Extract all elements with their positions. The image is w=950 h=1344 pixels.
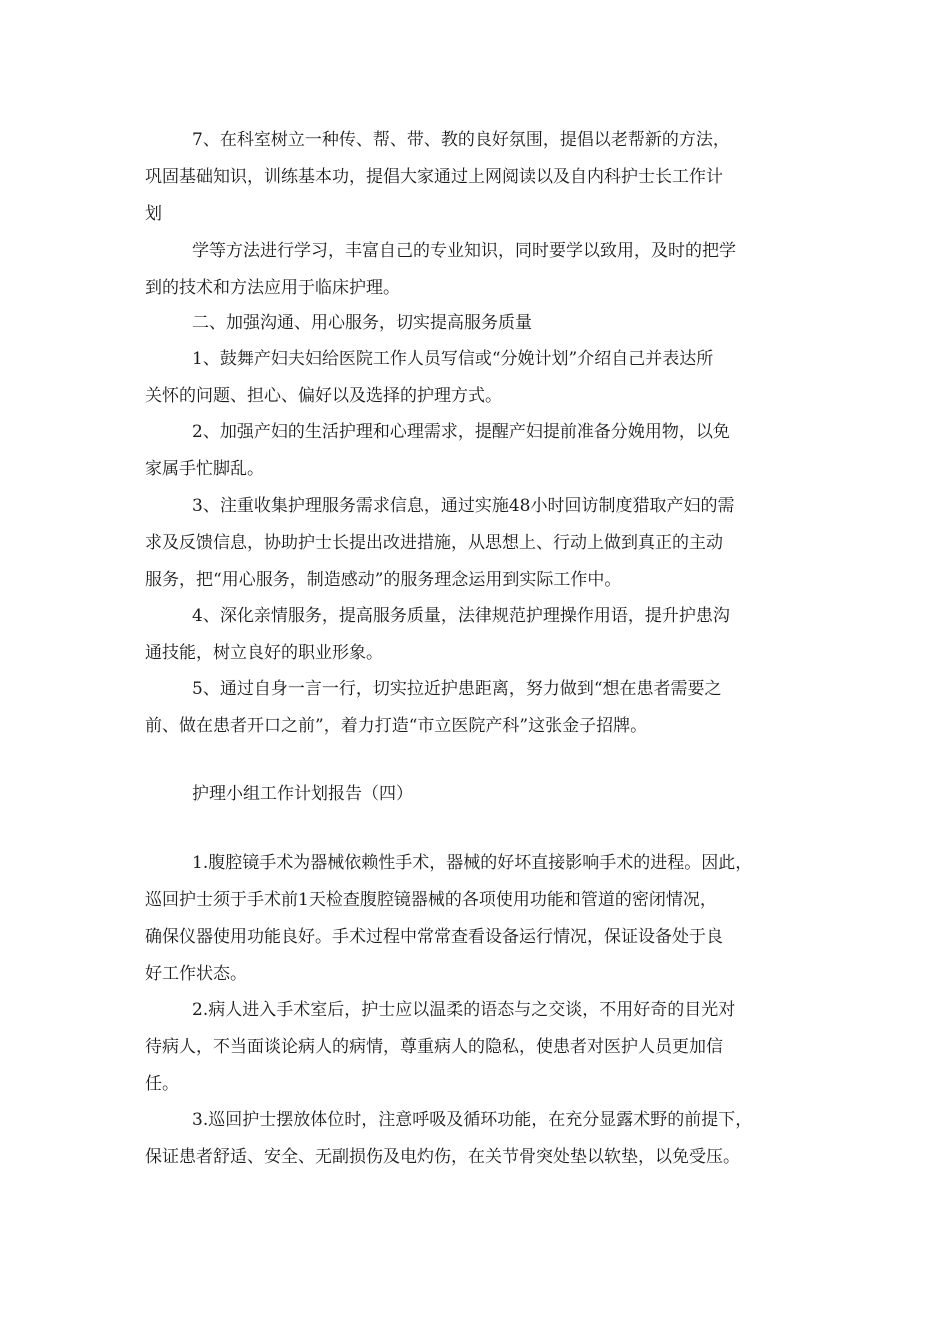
paragraph-line: 学等方法进行学习，丰富自己的专业知识，同时要学以致用，及时的把学: [192, 241, 736, 261]
paragraph-line: 3、注重收集护理服务需求信息，通过实施48小时回访制度猎取产妇的需: [192, 496, 735, 516]
paragraph-line: 家属手忙脚乱。: [145, 459, 264, 479]
paragraph-line: 5、通过自身一言一行，切实拉近护患距离，努力做到“想在患者需要之: [192, 679, 722, 699]
section-subheading: 二、加强沟通、用心服务，切实提高服务质量: [192, 313, 532, 333]
paragraph-line: 到的技术和方法应用于临床护理。: [145, 278, 400, 298]
paragraph-line: 待病人，不当面谈论病人的病情，尊重病人的隐私，使患者对医护人员更加信: [145, 1037, 723, 1057]
paragraph-line: 关怀的问题、担心、偏好以及选择的护理方式。: [145, 386, 502, 406]
paragraph-line: 前、做在患者开口之前”，着力打造“市立医院产科”这张金子招牌。: [145, 716, 648, 736]
paragraph-line: 4、深化亲情服务，提高服务质量，法律规范护理操作用语，提升护患沟: [192, 606, 730, 626]
paragraph-line: 确保仪器使用功能良好。手术过程中常常查看设备运行情况，保证设备处于良: [145, 927, 723, 947]
paragraph-line: 巩固基础知识，训练基本功，提倡大家通过上网阅读以及自内科护士长工作计: [145, 167, 723, 187]
paragraph-line: 2、加强产妇的生活护理和心理需求，提醒产妇提前准备分娩用物，以免: [192, 422, 730, 442]
report-heading: 护理小组工作计划报告（四）: [192, 784, 413, 804]
paragraph-line: 好工作状态。: [145, 964, 247, 984]
paragraph-line: 通技能，树立良好的职业形象。: [145, 643, 383, 663]
paragraph-line: 求及反馈信息，协助护士长提出改进措施，从思想上、行动上做到真正的主动: [145, 533, 723, 553]
paragraph-line: 保证患者舒适、安全、无副损伤及电灼伤，在关节骨突处垫以软垫，以免受压。: [145, 1147, 740, 1167]
paragraph-line: 2.病人进入手术室后，护士应以温柔的语态与之交谈，不用好奇的目光对: [192, 1000, 736, 1020]
paragraph-line: 划: [145, 204, 162, 224]
paragraph-line: 任。: [145, 1074, 179, 1094]
paragraph-line: 1、鼓舞产妇夫妇给医院工作人员写信或“分娩计划”介绍自己并表达所: [192, 349, 714, 369]
paragraph-line: 1.腹腔镜手术为器械依赖性手术，器械的好坏直接影响手术的进程。因此，: [192, 853, 753, 873]
paragraph-line: 3.巡回护士摆放体位时，注意呼吸及循环功能，在充分显露术野的前提下，: [192, 1110, 753, 1130]
paragraph-line: 7、在科室树立一种传、帮、带、教的良好氛围，提倡以老帮新的方法，: [192, 130, 730, 150]
paragraph-line: 巡回护士须于手术前1天检查腹腔镜器械的各项使用功能和管道的密闭情况，: [145, 890, 717, 910]
paragraph-line: 服务，把“用心服务，制造感动”的服务理念运用到实际工作中。: [145, 570, 622, 590]
